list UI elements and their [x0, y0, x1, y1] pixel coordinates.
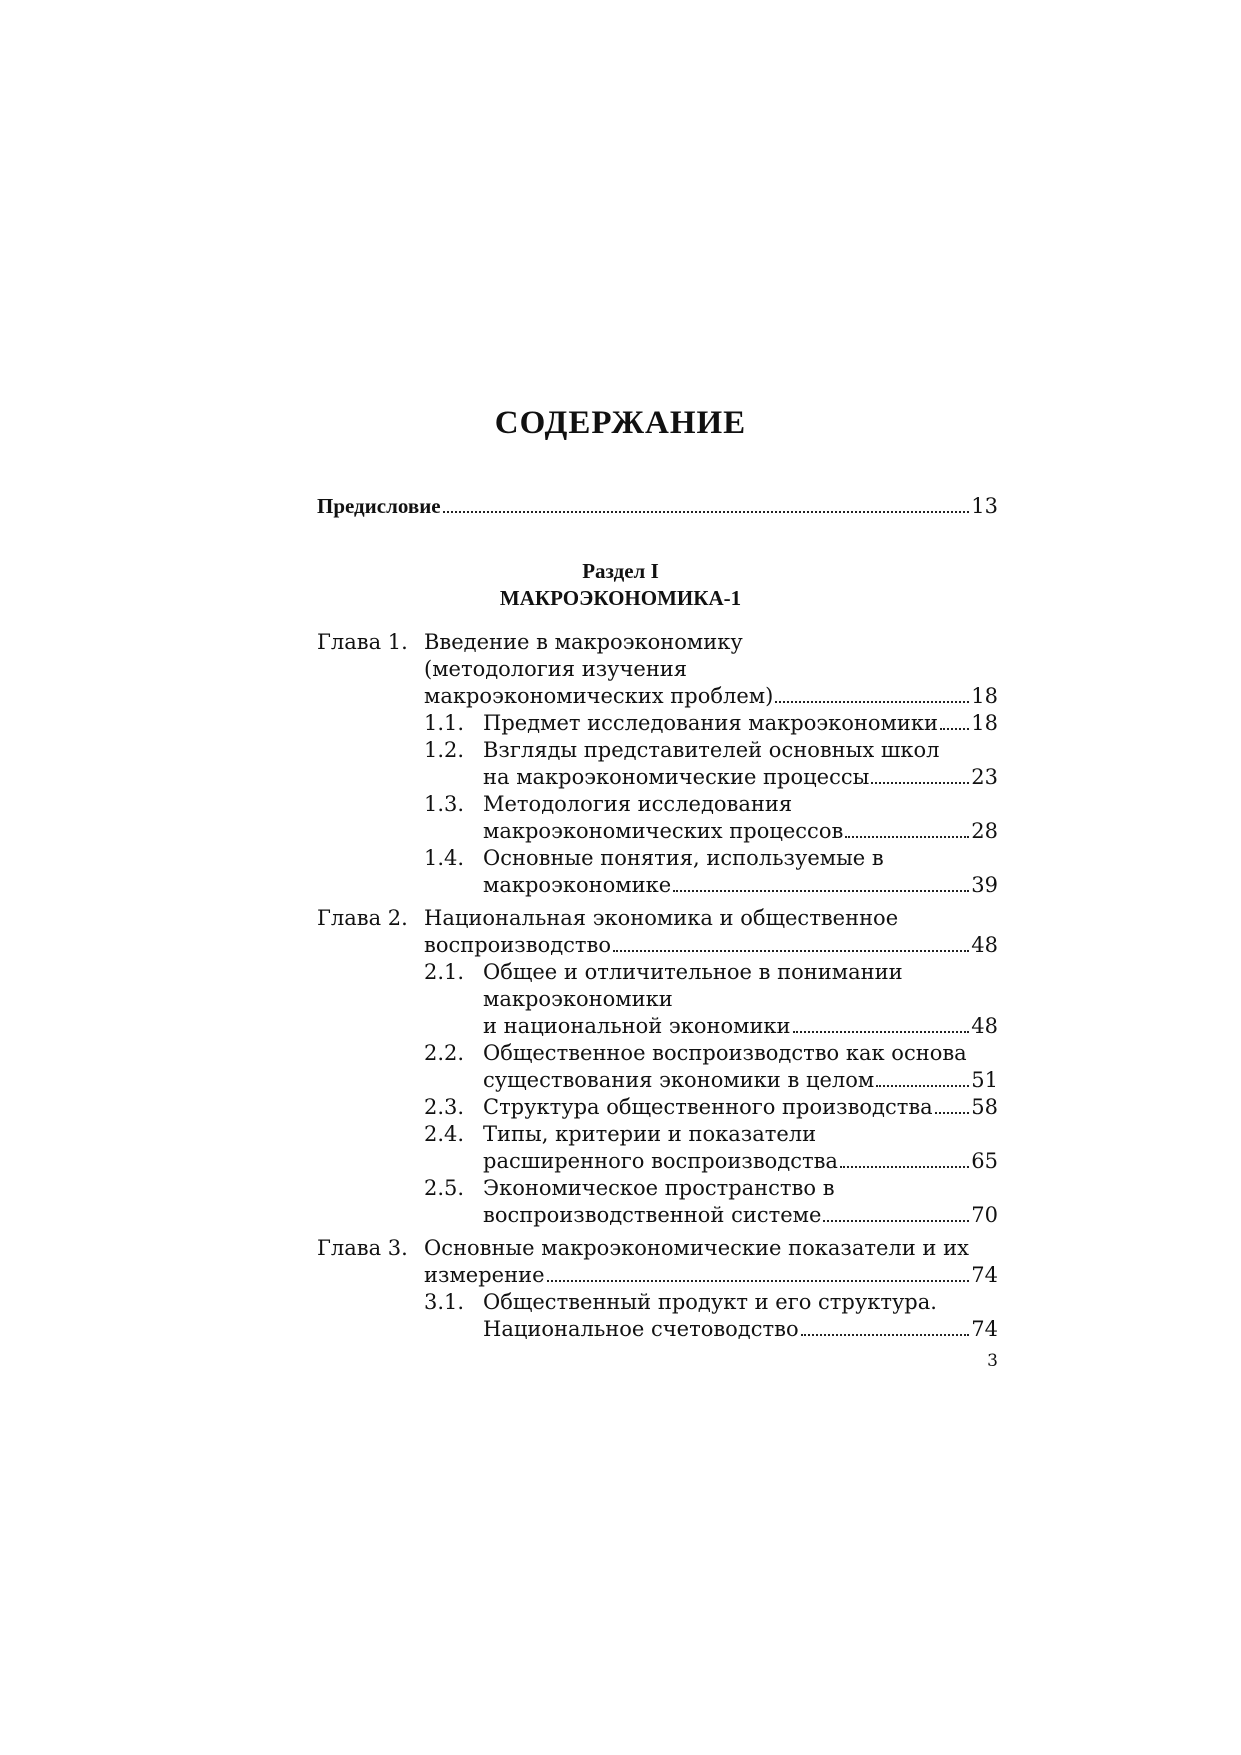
- item-title-line: Общественный продукт и его структура.: [483, 1290, 937, 1314]
- item-page: 28: [971, 819, 998, 843]
- item-page: 39: [971, 873, 998, 897]
- toc-entry-3-1[interactable]: [483, 1316, 998, 1342]
- page-number: 3: [987, 1351, 998, 1371]
- item-number: 1.4.: [424, 846, 465, 870]
- toc-entry-2-4[interactable]: [483, 1148, 998, 1174]
- item-number: 1.2.: [424, 738, 465, 762]
- toc-entry-chapter-1[interactable]: [424, 683, 998, 709]
- toc-entry-1-3[interactable]: [483, 818, 998, 844]
- chapter-title-line: измерение: [424, 1263, 545, 1287]
- item-page: 23: [971, 765, 998, 789]
- section-name: МАКРОЭКОНОМИКА-1: [499, 586, 742, 610]
- item-title-line: Методология исследования: [483, 792, 793, 816]
- item-page: 70: [971, 1203, 998, 1227]
- chapter-title-line: Основные макроэкономические показатели и их: [424, 1236, 969, 1260]
- chapter-label: Глава 3.: [317, 1236, 408, 1260]
- toc-entry-chapter-3[interactable]: [424, 1262, 998, 1288]
- item-title-line: существования экономики в целом: [483, 1068, 875, 1092]
- item-title-line: Общее и отличительное в понимании: [483, 960, 903, 984]
- item-number: 2.3.: [424, 1095, 465, 1119]
- toc-entry-chapter-2[interactable]: [424, 932, 998, 958]
- item-title-line: на макроэкономические процессы: [483, 765, 870, 789]
- item-number: 2.4.: [424, 1122, 465, 1146]
- item-title-line: Общественное воспроизводство как основа: [483, 1041, 967, 1065]
- item-title-line: расширенного воспроизводства: [483, 1149, 838, 1173]
- item-number: 2.5.: [424, 1176, 465, 1200]
- item-number: 3.1.: [424, 1290, 465, 1314]
- chapter-title-line: Введение в макроэкономику: [424, 630, 743, 654]
- dot-leader: [823, 1202, 969, 1228]
- chapter-title-line: Национальная экономика и общественное: [424, 906, 899, 930]
- item-page: 18: [971, 711, 998, 735]
- item-title-line: Экономическое пространство в: [483, 1176, 835, 1200]
- dot-leader: [845, 818, 969, 844]
- dot-leader: [613, 932, 969, 958]
- item-title-line: макроэкономических процессов: [483, 819, 844, 843]
- dot-leader: [876, 1067, 969, 1093]
- item-title-line: Предмет исследования макроэкономики: [483, 711, 938, 735]
- toc-entry-2-2[interactable]: [483, 1067, 998, 1093]
- dot-leader: [840, 1148, 969, 1174]
- item-title-line: Основные понятия, используемые в: [483, 846, 884, 870]
- item-page: 48: [971, 1014, 998, 1038]
- chapter-title-line: (методология изучения: [424, 657, 688, 681]
- toc-entry-1-4[interactable]: [483, 872, 998, 898]
- dot-leader: [940, 710, 969, 736]
- item-number: 1.1.: [424, 711, 465, 735]
- item-title-line: Типы, критерии и показатели: [483, 1122, 817, 1146]
- chapter-title-line: макроэкономических проблем): [424, 684, 774, 708]
- chapter-title-line: воспроизводство: [424, 933, 612, 957]
- chapter-label: Глава 2.: [317, 906, 408, 930]
- dot-leader: [775, 683, 969, 709]
- item-title-line: Структура общественного производства: [483, 1095, 933, 1119]
- item-number: 1.3.: [424, 792, 465, 816]
- toc-entry-2-5[interactable]: [483, 1202, 998, 1228]
- item-title-line: макроэкономики: [483, 987, 673, 1011]
- item-title-line: воспроизводственной системе: [483, 1203, 822, 1227]
- dot-leader: [547, 1262, 970, 1288]
- dot-leader: [673, 872, 969, 898]
- chapter-label: Глава 1.: [317, 630, 408, 654]
- preface-label: Предисловие: [317, 494, 441, 518]
- dot-leader: [871, 764, 969, 790]
- section-label: Раздел I: [582, 559, 659, 583]
- item-title-line: и национальной экономики: [483, 1014, 791, 1038]
- item-page: 51: [971, 1068, 998, 1092]
- toc-entry-1-1[interactable]: [483, 710, 998, 736]
- toc-entry-preface[interactable]: [317, 493, 998, 519]
- toc-entry-2-3[interactable]: [483, 1094, 998, 1120]
- item-page: 65: [971, 1149, 998, 1173]
- item-page: 58: [971, 1095, 998, 1119]
- chapter-page: 74: [971, 1263, 998, 1287]
- chapter-page: 48: [971, 933, 998, 957]
- page-title: СОДЕРЖАНИЕ: [494, 405, 747, 441]
- item-page: 74: [971, 1317, 998, 1341]
- item-number: 2.1.: [424, 960, 465, 984]
- item-title-line: Национальное счетоводство: [483, 1317, 799, 1341]
- toc-entry-2-1[interactable]: [483, 1013, 998, 1039]
- dot-leader: [935, 1094, 970, 1120]
- preface-page: 13: [971, 494, 998, 518]
- item-title-line: макроэкономике: [483, 873, 672, 897]
- dot-leader: [801, 1316, 970, 1342]
- dot-leader: [793, 1013, 970, 1039]
- item-title-line: Взгляды представителей основных школ: [483, 738, 940, 762]
- toc-entry-1-2[interactable]: [483, 764, 998, 790]
- dot-leader: [443, 493, 970, 519]
- chapter-page: 18: [971, 684, 998, 708]
- item-number: 2.2.: [424, 1041, 465, 1065]
